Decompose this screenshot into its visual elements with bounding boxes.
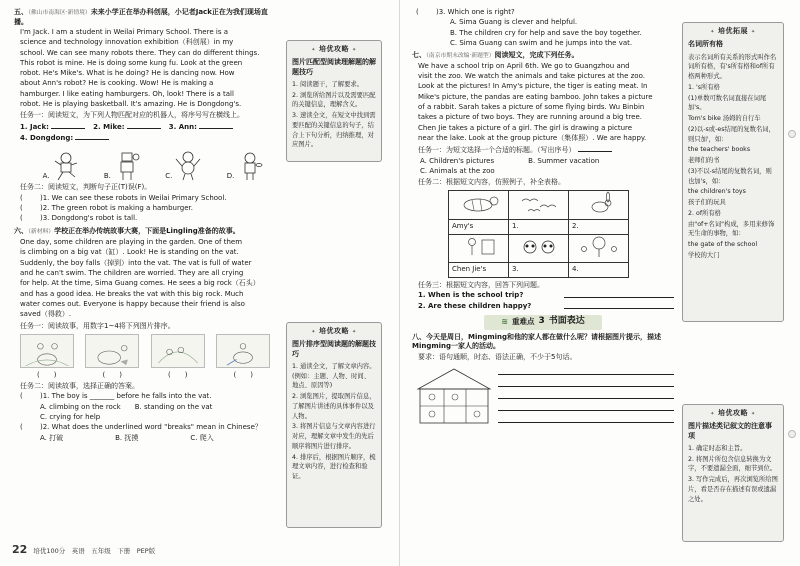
passage-line: and has a good idea. He breaks the vat with this big rock. Much xyxy=(20,289,244,298)
writing-line[interactable] xyxy=(498,399,674,411)
q6-heading: 六、（新材料）学校正在举办传统故事大赛，下面是Lingling准备的故事。 xyxy=(14,227,240,236)
writing-area xyxy=(412,363,674,427)
q7-task1: 任务一：为短文选择一个合适的标题。（写出序号） xyxy=(412,145,674,155)
passage-line: near the lake. Look at the group picture（集体照）. We are happy. xyxy=(418,133,647,142)
pandas-picture xyxy=(514,235,564,259)
table-caption: Amy's xyxy=(449,219,509,234)
passage-line: Chen Jie takes a picture of a girl. The girl is drawing a picture xyxy=(418,123,633,132)
passage-line: visit the zoo. We watch the animals and take pictures at the zoo. xyxy=(418,72,645,81)
answer-blank[interactable] xyxy=(199,122,233,129)
order-blank[interactable]: ( ) xyxy=(168,370,188,379)
short-answer: 2. Are these children happy? xyxy=(412,302,674,311)
q6-task1: 任务一：阅读故事，用数字1~4将下列图片排序。 xyxy=(20,321,175,330)
passage-line: We have a school trip on April 6th. We go to Guangzhou and xyxy=(418,61,630,70)
left-main-column xyxy=(14,8,276,548)
q5-match-row-2: 4. Dongdong: xyxy=(14,133,276,143)
short-answer: 1. When is the school trip? xyxy=(412,291,674,300)
passage-line: Mike's picture, the pandas are eating bamboo. John takes a picture xyxy=(418,92,653,101)
answer-blank[interactable] xyxy=(51,122,85,129)
q7-task2: 任务二：根据短文内容，仿照例子，补全表格。 xyxy=(418,178,565,187)
right-page xyxy=(400,0,800,566)
q5-passage xyxy=(14,28,276,109)
mc-question: ( )3. Which one is right? xyxy=(416,8,515,16)
passage-line: This robot is mine. He is doing some kung fu. Look at the green xyxy=(20,58,243,67)
page-number: 22 xyxy=(12,543,28,557)
girl-drawing-picture xyxy=(454,235,504,259)
table-blank[interactable]: 1. xyxy=(509,219,569,234)
passage-line: for help. At the time, Sima Guang comes. He sees a big rock（石头） xyxy=(20,279,260,288)
right-main-column xyxy=(412,8,674,558)
answer-line[interactable] xyxy=(564,291,674,298)
q7-passage xyxy=(412,62,674,143)
story-picture xyxy=(85,334,139,368)
extension-box-possessive: ✦ 培优拓展 ✦ 名词所有格 表示名词所有关系的形式叫作名词所有格，有's所有格和of所有格两种形式。 1. 's所有格 (1)单数可数名词直接在词尾加's。 Tom's bike 汤姆的自行车 (2)以-s或-es结尾的复数名词，则只加'，如： the teachers' books 老师们的书 (3)不以-s结尾的复数名词，则也加's，如： the children's toys 孩子们的玩具 2. of所有格 由"of+名词"构成，多用来修饰无生命的事物，如： the gate of the school 学校的大门 xyxy=(682,22,784,322)
order-blank[interactable]: ( ) xyxy=(233,370,253,379)
writing-line[interactable] xyxy=(498,411,674,423)
passage-line: Suddenly, the boy falls（掉到）into the vat. The vat is full of water xyxy=(20,258,252,267)
title-options: A. Children's pictures B. Summer vacation xyxy=(420,156,600,165)
story-picture xyxy=(216,334,270,368)
table-blank[interactable]: 4. xyxy=(569,263,629,278)
binding-hole xyxy=(788,430,796,438)
mc-option[interactable]: C. Animals at the zoo xyxy=(420,166,495,175)
tf-item: ( )2. The green robot is making a hamburger. xyxy=(20,203,193,212)
tf-item: ( )1. We can see these robots in Weilai Primary School. xyxy=(20,193,227,202)
wave-icon: ≋ xyxy=(501,317,508,327)
story-picture xyxy=(20,334,74,368)
q5-task1: 任务一：阅读短文，为下列人物匹配对应的机器人，将序号写在横线上。 xyxy=(20,111,244,120)
answer-blank[interactable] xyxy=(578,145,612,152)
passage-line: I'm Jack. I am a student in Weilai Primary School. There is a xyxy=(20,28,228,36)
passage-line: and he can't swim. The children are worried. They are all crying xyxy=(20,269,244,278)
q5-heading: 五、（佛山市南海区·新情境）未来小学正在举办科创展，小记者Jack正在为我们现场直播。 xyxy=(14,8,268,26)
passage-line: science and technology innovation exhibition（科创展）in my xyxy=(20,38,234,47)
tiger-picture xyxy=(454,191,504,215)
robot-kungfu-image xyxy=(53,151,79,181)
passage-line: about Ann's robot? He is cooking. Wow! He is making a xyxy=(20,79,214,88)
answer-blank[interactable] xyxy=(75,133,109,140)
tips-box-matching: ✦ 培优攻略 ✦ 图片匹配型阅读理解题的解题技巧 1. 阅读题干，了解要求。 2. 浏览所给图片以及需要匹配的关键信息，理解含义。 3. 速读全文，在短文中找到需要匹配的关键信息的句子，结合上下句分析，归纳推理，对应图片。 xyxy=(286,40,382,162)
page-footer: 22 培优100分 英语 五年级 下册 PEP版 xyxy=(12,543,156,557)
house-illustration xyxy=(414,367,494,425)
robot-cooking-image xyxy=(237,151,263,181)
story-picture xyxy=(151,334,205,368)
passage-line: saved（得救）. xyxy=(20,310,72,319)
robot-basketball-image xyxy=(114,151,140,181)
mc-options: A. climbing on the rock B. standing on the vat xyxy=(40,402,213,411)
passage-line: Look at the pictures! In Amy's picture, the tiger is eating meat. In xyxy=(418,82,648,91)
order-blank[interactable]: ( ) xyxy=(102,370,122,379)
mc-question: ( )1. The boy is _______ before he falls into the vat. xyxy=(20,392,212,401)
q6-passage xyxy=(14,238,276,319)
passage-line: robot. He's Mike's. What is he doing? He is dancing now. How xyxy=(20,69,235,78)
q6-task2: 任务二：阅读故事，选择正确的答案。 xyxy=(20,382,139,391)
answer-line[interactable] xyxy=(564,302,674,309)
passage-line: hamburger. I like eating hamburgers. Oh, look! There is a tall xyxy=(20,89,234,98)
passage-line: is climbing on a big vat（缸）. Look! He is standing on the vat. xyxy=(20,248,239,257)
q8-requirement: 要求：语句通顺，时态、语法正确，不少于5句话。 xyxy=(418,352,577,361)
passage-line: water comes out. Everyone is happy because their friend is also xyxy=(20,299,245,308)
key-point-banner: ≋ 重难点 3 书面表达 xyxy=(484,315,602,330)
writing-line[interactable] xyxy=(498,363,674,375)
mc-options: A. 打破 B. 抚摸 C. 爬入 xyxy=(40,433,214,442)
answer-blank[interactable] xyxy=(127,122,161,129)
passage-line: One day, some children are playing in the garden. One of them xyxy=(20,238,243,247)
binding-hole xyxy=(788,130,796,138)
passage-line: school. We can see many robots there. They can do different things. xyxy=(20,48,260,57)
q8-heading: 八、今天是周日，Mingming和他的家人都在做什么呢？请根据图片提示，描述Mingming一家人的活动。 xyxy=(412,332,662,351)
q7-heading: 七、（南京市期末改编·新题型）阅读短文，完成下列任务。 xyxy=(412,51,579,60)
mc-question: ( )2. What does the underlined word "breaks" mean in Chinese？ xyxy=(20,423,262,432)
tips-box-ordering: ✦ 培优攻略 ✦ 图片排序型阅读题的解题技巧 1. 通读全文，了解文章内容。(例如：主题、人物、时间、地点、原因等) 2. 浏览图片，提取图片信息，了解图片讲述的具体事件以及人物。 3. 将图片信息与文章内容进行对应，理解文章中发生的先后顺序将图片进行排序。 4. 排序后，根据图片顺序，梳理文章内容，进行检查和验证。 xyxy=(286,322,382,528)
q5-task2: 任务二：阅读短文，判断句子正(T)误(F)。 xyxy=(20,183,152,192)
tf-item: ( )3. Dongdong's robot is tall. xyxy=(20,214,138,223)
boys-tree-picture xyxy=(574,235,624,259)
mc-option[interactable]: C. crying for help xyxy=(40,413,101,422)
mc-option[interactable]: B. The children cry for help and save the boy together. xyxy=(450,28,642,37)
passage-line: robot. He is playing basketball. It's amazing. He is Dongdong's. xyxy=(20,100,242,109)
table-blank[interactable]: 2. xyxy=(569,219,629,234)
birds-picture xyxy=(514,191,564,215)
table-caption: Chen Jie's xyxy=(449,263,509,278)
mc-option[interactable]: C. Sima Guang can swim and he jumps into the vat. xyxy=(450,38,633,47)
picture-table xyxy=(448,190,629,278)
q7-task3: 任务三：根据短文内容，回答下列问题。 xyxy=(418,281,544,290)
table-blank[interactable]: 3. xyxy=(509,263,569,278)
robot-images: A. B. C. D. xyxy=(14,145,276,181)
tips-box-picture-writing: ✦ 培优攻略 ✦ 图片描述类记叙文的注意事项 1. 确定时态和主旨。 2. 将图片所包含信息转换为文字，不要遗漏全面，细节到位。 3. 写作完成后，再次浏览所给图片，看是否存在描述有误或遗漏之处。 xyxy=(682,404,784,542)
writing-line[interactable] xyxy=(498,387,674,399)
picture-order-blanks xyxy=(14,371,276,380)
order-blank[interactable]: ( ) xyxy=(37,370,57,379)
passage-line: takes a picture of two boys. They are running around a big tree. xyxy=(418,113,643,122)
robot-dancing-image xyxy=(175,151,201,181)
passage-line: of a rabbit. Sarah takes a picture of some flying birds. Wu Binbin xyxy=(418,103,645,112)
story-pictures xyxy=(14,334,276,368)
q5-match-row: 1. Jack: 2. Mike: 3. Ann: xyxy=(14,122,276,132)
rabbit-picture xyxy=(574,191,624,215)
mc-option[interactable]: A. Sima Guang is clever and helpful. xyxy=(450,18,578,27)
writing-line[interactable] xyxy=(498,375,674,387)
